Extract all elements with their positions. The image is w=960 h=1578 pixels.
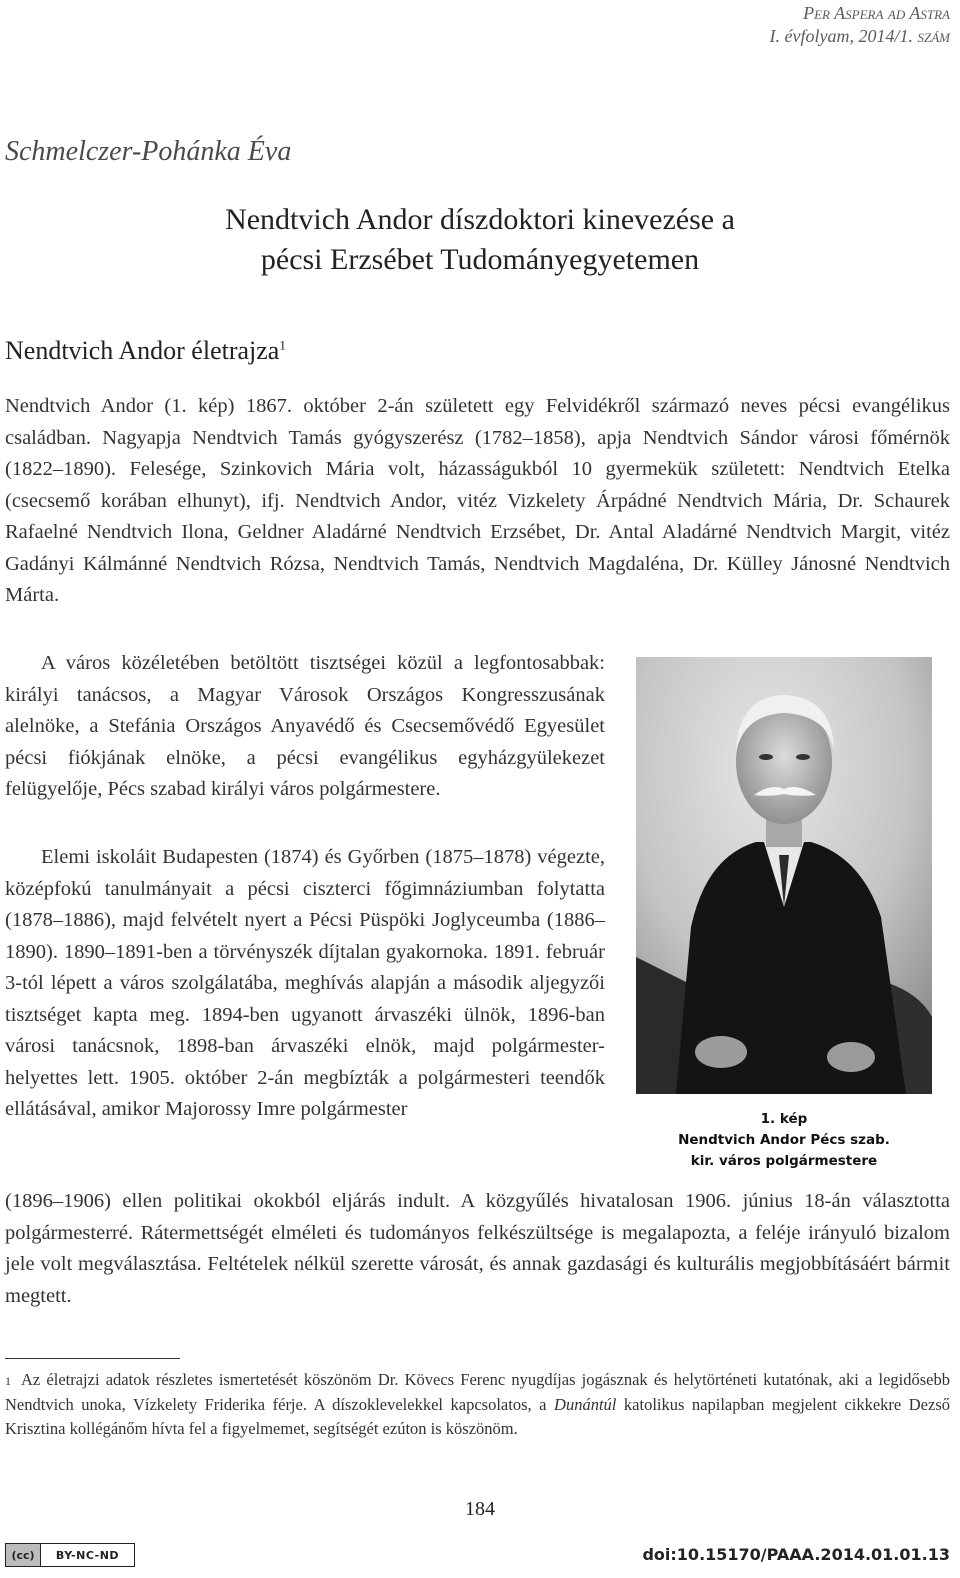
caption-line: 1. kép bbox=[760, 1111, 808, 1127]
footnote-text-after: katolikus napilapban megjelent cikkekre Dezső Krisztina kollégánőm hívta fel a figyelmemet, segítségét ezúton is köszönöm. bbox=[5, 1395, 951, 1438]
doi-link[interactable]: doi:10.15170/PAAA.2014.01.01.13 bbox=[642, 1545, 950, 1564]
footnote bbox=[5, 1368, 950, 1441]
cc-icon: (cc) bbox=[6, 1544, 41, 1566]
article-title bbox=[0, 200, 960, 280]
portrait-photo bbox=[636, 657, 932, 1094]
footnote-ref[interactable]: 1 bbox=[279, 337, 286, 353]
figure-caption bbox=[636, 1109, 932, 1172]
caption-line: kir. város polgármestere bbox=[690, 1153, 878, 1169]
journal-header bbox=[770, 2, 950, 48]
footnote-text-before: Az életrajzi adatok részletes ismertetését köszönöm Dr. Kövecs Ferenc nyugdíjas jogásznak és helytörténeti kutatónak, aki a legidősebb Nendtvich unoka, Vízkelety Friderika férje. A díszoklevelekkel kapcsolatos, a bbox=[5, 1370, 950, 1414]
section-heading-text: Nendtvich Andor életrajza bbox=[5, 336, 280, 365]
title-line: pécsi Erzsébet Tudományegyetemen bbox=[260, 243, 700, 276]
paragraph-positions: A város közéletében betöltött tisztségei közül a legfontosabbak: királyi tanácsos, a Magyar Városok Országos Kongresszusának alelnöke, a Stefánia Országos Anyavédő és Csecsemővédő Egyesület pécsi fiókjának elnöke, a pécsi evangélikus egyházgyülekezet felügyelője, Pécs szabad királyi város polgármestere. bbox=[5, 652, 605, 800]
section-heading bbox=[5, 336, 286, 366]
paragraph-education: Elemi iskoláit Budapesten (1874) és Győrben (1875–1878) végezte, középfokú tanulmányait a pécsi ciszterci főgimnáziumban folytatta (1878–1886), majd felvételt nyert a Pécsi Püspöki Joglyceumba (1886–1890). 1890–1891-ben a törvényszék díjtalan gyakornoka. 1891. február 3-tól lépett a város szolgálatába, meghívás alapján a második aljegyzői tisztséget kapta meg. 1894-ben ugyanott árvaszéki ülnök, 1896-ban városi tanácsnok, 1898-ban árvaszéki elnök, majd polgármester-helyettes lett. 1905. október 2-án megbízták a polgármesteri teendők ellátásával, amikor Majorossy Imre polgármester bbox=[5, 846, 605, 1120]
footnote-number: 1 bbox=[5, 1374, 11, 1388]
license-label: BY-NC-ND bbox=[41, 1544, 134, 1566]
paragraph-biography: Nendtvich Andor (1. kép) 1867. október 2-án született egy Felvidékről származó neves pécsi evangélikus családban. Nagyapja Nendtvich Tamás gyógyszerész (1782–1858), apja Nendtvich Sándor városi főmérnök (1822–1890). Felesége, Szinkovich Mária volt, házasságukból 10 gyermekük született: Nendtvich Etelka (csecsemő korában elhunyt), ifj. Nendtvich Andor, vitéz Vizkelety Árpádné Nendtvich Mária, Dr. Schaurek Rafaelné Nendtvich Ilona, Geldner Aladárné Nendtvich Erzsébet, Dr. Antal Aladárné Nendtvich Margit, vitéz Gadányi Kálmánné Nendtvich Rózsa, Nendtvich Tamás, Nendtvich Magdaléna, Dr. Külley Jánosné Nendtvich Márta. bbox=[5, 395, 950, 606]
title-line: Nendtvich Andor díszdoktori kinevezése a bbox=[225, 203, 735, 236]
journal-name: Per Aspera ad Astra bbox=[803, 3, 950, 23]
author-name: Schmelczer-Pohánka Éva bbox=[5, 136, 292, 167]
caption-line: Nendtvich Andor Pécs szab. bbox=[678, 1132, 890, 1148]
page-number: 184 bbox=[465, 1498, 495, 1520]
journal-issue: I. évfolyam, 2014/1. szám bbox=[769, 26, 950, 46]
paragraph-mayor: (1896–1906) ellen politikai okokból eljárás indult. A közgyűlés hivatalosan 1906. június 18-án választotta polgármesterré. Rátermettségét elméleti és tudományos felkészültsége is megalapozta, a feléje irányuló bizalom jele volt megválasztása. Feltételek nélkül szerette városát, és annak gazdasági és kulturális megjobbításáért bármit megtett. bbox=[5, 1190, 950, 1307]
footnote-italic-title: Dunántúl bbox=[554, 1395, 617, 1414]
footnote-divider bbox=[5, 1358, 180, 1359]
cc-license-badge[interactable] bbox=[5, 1543, 135, 1567]
